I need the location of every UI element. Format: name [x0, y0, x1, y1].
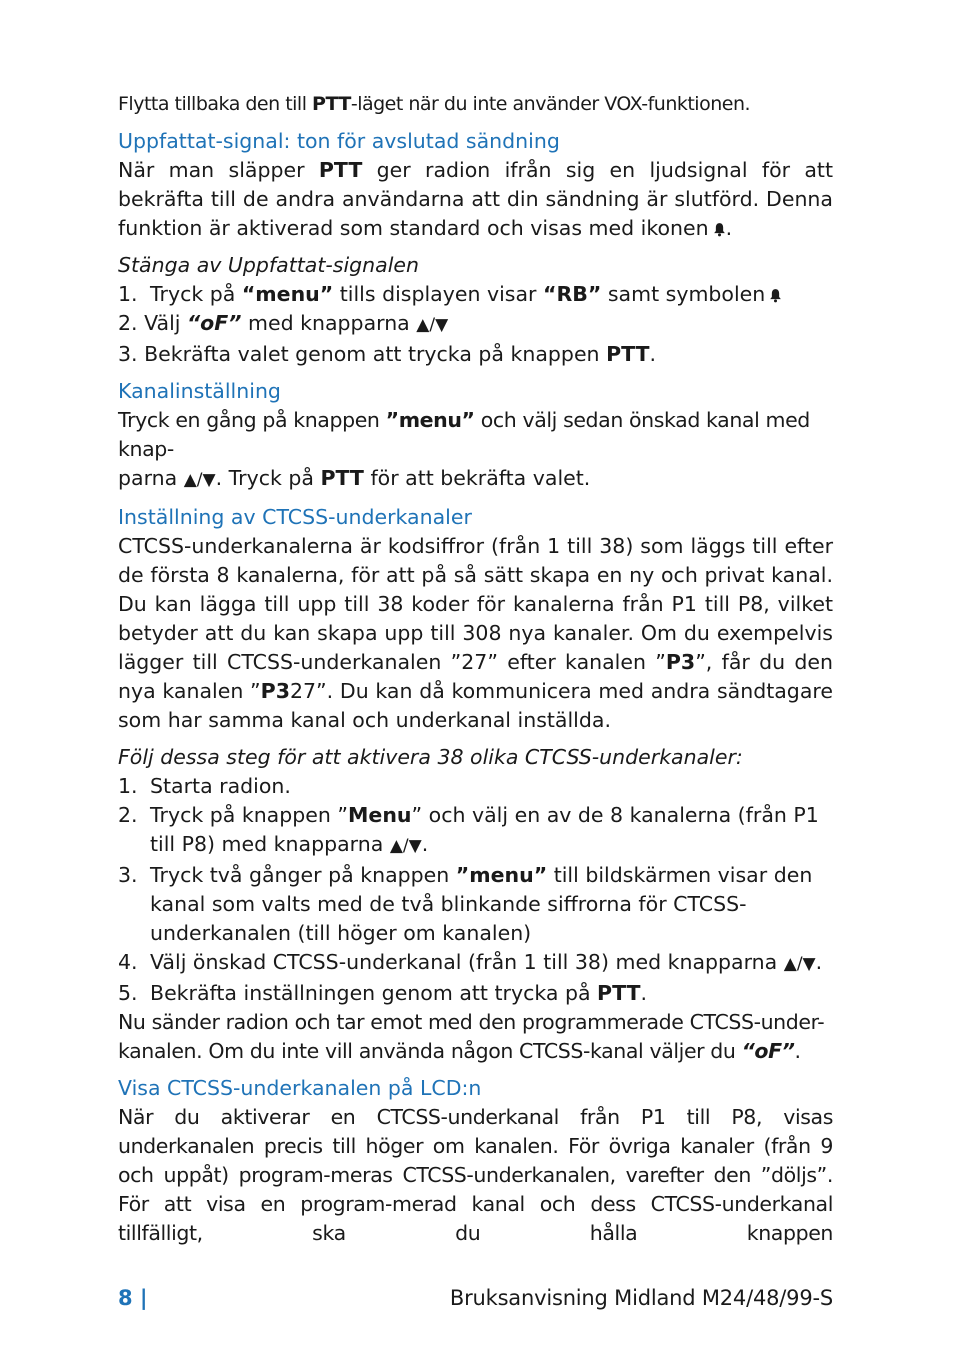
- step-number: 1.: [118, 774, 138, 798]
- ctcss-text: CTCSS-underkanalerna är kodsiffror (från 1 till 38) som läggs till efter de första 8 kanalerna, för att på så sätt skapa en ny och privat kanal. Du kan lägga till upp till 38 koder för kanalerna från P1 till P8, vilket betyder att du kan skapa upp till 308 nya kanaler. Om du exempelvis lägger till CTCSS-underkanalen ”27” efter kanalen ”: [118, 534, 833, 674]
- step-number: 3.: [118, 863, 138, 887]
- intro-text: Flytta tillbaka den till: [118, 93, 313, 115]
- step-text: Starta radion.: [150, 774, 291, 798]
- bell-icon: [713, 222, 726, 237]
- ctcss-text-2: ”, får du den nya kanalen ”: [118, 650, 833, 703]
- step-text: Bekräfta inställningen genom att trycka på: [150, 981, 598, 1005]
- roger-paragraph: [118, 156, 833, 243]
- heading-ctcss-setting: Inställning av CTCSS-underkanaler: [118, 505, 472, 529]
- ctcss-steps: [118, 772, 833, 1008]
- step-number: 4.: [118, 950, 138, 974]
- roger-text-2: ger radion ifrån sig en ljudsignal för att bekräfta till de andra användarna att din sändning är slutförd. Denna funktion är aktiverad som standard och visas med ikonen: [118, 158, 834, 240]
- roger-step-3: [118, 340, 833, 369]
- step-menu: Menu: [348, 803, 412, 827]
- roger-steps: [118, 280, 833, 309]
- intro-ptt: PTT: [312, 93, 351, 115]
- step-end: .: [649, 342, 657, 366]
- channel-text-5: för att bekräfta valet.: [363, 466, 591, 490]
- lcd-paragraph: När du aktiverar en CTCSS-underkanal från P1 till P8, visas underkanalen precis till höger om kanalen. För övriga kanaler (från 9 och uppåt) program-meras CTCSS-underkanalen, varefter den ”döljs”. För att visa en program-merad kanal och dess CTCSS-underkanal tillfälligt, ska du hålla knappen: [118, 1105, 833, 1245]
- heading-channel-setting: Kanalinställning: [118, 379, 281, 403]
- ctcss-outro: [118, 1008, 833, 1066]
- step-number: 2.: [118, 803, 138, 827]
- step-rb: “RB”: [543, 282, 602, 306]
- outro-end: .: [794, 1039, 801, 1063]
- step-ptt: PTT: [606, 342, 650, 366]
- step-text-2: med knapparna: [241, 311, 417, 335]
- heading-roger-signal: Uppfattat-signal: ton för avslutad sändning: [118, 129, 560, 153]
- intro-text-end: -läget när du inte använder VOX-funktionen.: [350, 93, 751, 115]
- ctcss-subheading: Följ dessa steg för att aktivera 38 olika CTCSS-underkanaler:: [118, 745, 743, 769]
- page-number: 8 |: [118, 1286, 148, 1310]
- outro-text: Nu sänder radion och tar emot med den programmerade CTCSS-under-kanalen. Om du inte vill använda någon CTCSS-kanal väljer du: [118, 1010, 825, 1063]
- step-text: Tryck på knappen ”: [150, 803, 349, 827]
- channel-text-3: parna: [118, 466, 184, 490]
- step-text-2: till bildskärmen visar den kanal som valts med de två blinkande siffrorna för CTCSS-underkanalen (till höger om kanalen): [150, 863, 813, 945]
- ctcss-paragraph: [118, 532, 833, 735]
- step-text-2: tills displayen visar: [333, 282, 543, 306]
- ctcss-p3-b: P3: [260, 679, 290, 703]
- channel-paragraph: [118, 406, 833, 495]
- step-text: 2. Välj: [118, 311, 187, 335]
- channel-text-2: och välj sedan önskad kanal med knap-: [118, 408, 810, 461]
- list-item: [118, 979, 833, 1008]
- bell-icon: [769, 288, 782, 303]
- document-body: [118, 90, 833, 1248]
- list-item: [118, 861, 833, 948]
- up-down-arrow-icon: ▲/▼: [389, 836, 422, 856]
- step-menu: “menu”: [241, 282, 334, 306]
- up-down-arrow-icon: ▲/▼: [183, 470, 216, 490]
- step-text: Välj önskad CTCSS-underkanal (från 1 till 38) med knapparna: [150, 950, 784, 974]
- page-footer: [118, 1283, 833, 1313]
- channel-text: Tryck en gång på knappen: [118, 408, 386, 432]
- up-down-arrow-icon: ▲/▼: [783, 954, 816, 974]
- manual-title: Bruksanvisning Midland M24/48/99-S: [449, 1286, 833, 1310]
- outro-of: “oF”: [741, 1039, 795, 1063]
- roger-subheading: Stänga av Uppfattat-signalen: [118, 253, 420, 277]
- channel-text-4: . Tryck på: [215, 466, 321, 490]
- roger-ptt: PTT: [318, 158, 363, 182]
- step-number: 5.: [118, 981, 138, 1005]
- step-text-2: ” och välj en av de 8 kanalerna (från P1 till P8) med knapparna: [150, 803, 819, 856]
- roger-step-2: [118, 309, 833, 340]
- list-item: [118, 948, 833, 979]
- channel-ptt: PTT: [320, 466, 364, 490]
- up-down-arrow-icon: ▲/▼: [416, 315, 449, 335]
- ctcss-p3: P3: [665, 650, 696, 674]
- intro-paragraph: [118, 90, 833, 119]
- ctcss-text-3: 27”. Du kan då kommunicera med andra sändtagare som har samma kanal och underkanal inställda.: [118, 679, 833, 732]
- step-ptt: PTT: [597, 981, 641, 1005]
- heading-ctcss-lcd: Visa CTCSS-underkanalen på LCD:n: [118, 1076, 482, 1100]
- step-of: “oF”: [186, 311, 242, 335]
- list-item: [118, 772, 833, 801]
- channel-menu: ”menu”: [385, 408, 475, 432]
- roger-end: .: [725, 216, 733, 240]
- step-end: .: [421, 832, 429, 856]
- step-number: 1.: [118, 282, 138, 306]
- step-end: .: [640, 981, 648, 1005]
- step-text: 3. Bekräfta valet genom att trycka på knappen: [118, 342, 607, 366]
- step-menu: ”menu”: [455, 863, 548, 887]
- step-end: .: [815, 950, 823, 974]
- list-item: [118, 280, 833, 309]
- step-text-3: samt symbolen: [601, 282, 766, 306]
- list-item: [118, 801, 833, 861]
- step-text: Tryck två gånger på knappen: [150, 863, 456, 887]
- step-text: Tryck på: [150, 282, 242, 306]
- roger-text: När man släpper: [118, 158, 319, 182]
